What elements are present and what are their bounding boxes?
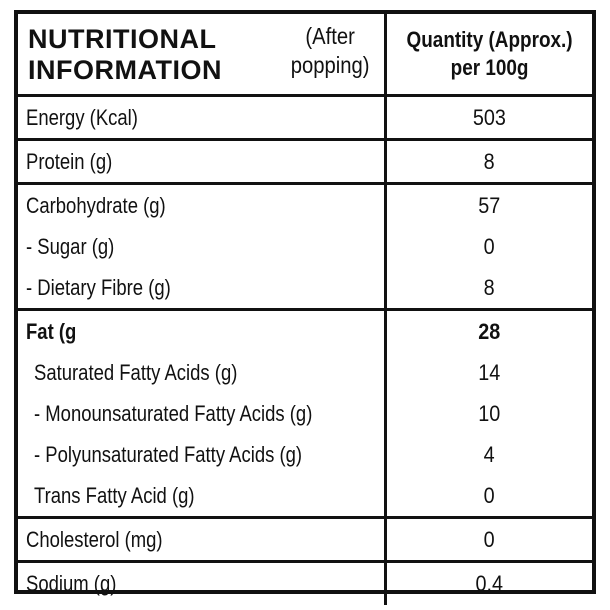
nutrient-row-saturated-fat [18, 352, 592, 393]
nutrient-value: 503 [472, 104, 506, 130]
nutrient-name: Protein (g) [26, 148, 113, 174]
nutrient-name: - Dietary Fibre (g) [26, 274, 171, 300]
nutrient-row-protein [18, 140, 592, 184]
nutrition-table [18, 14, 592, 605]
nutrient-value: 4 [483, 441, 495, 467]
nutrient-value: 8 [483, 274, 495, 300]
nutrient-value: 0 [483, 233, 495, 259]
nutrition-label [14, 10, 596, 594]
nutrient-row-trans-fat [18, 475, 592, 518]
nutrient-name: Carbohydrate (g) [26, 192, 166, 218]
nutrient-value: 57 [478, 192, 501, 218]
nutrient-row-sugar [18, 226, 592, 267]
table-header-row [18, 14, 592, 96]
nutrient-name: Saturated Fatty Acids (g) [34, 359, 238, 385]
label-title: NUTRITIONAL INFORMATION [28, 24, 222, 85]
nutrient-value: 0 [483, 526, 495, 552]
nutrient-name: Energy (Kcal) [26, 104, 138, 130]
nutrient-name: Trans Fatty Acid (g) [34, 482, 195, 508]
nutrient-name: - Polyunsaturated Fatty Acids (g) [34, 441, 303, 467]
nutrient-row-carbohydrate [18, 184, 592, 227]
nutrient-row-dietary-fibre [18, 267, 592, 310]
nutrient-value: 8 [483, 148, 495, 174]
nutrient-value: 10 [478, 400, 501, 426]
nutrient-row-fat [18, 310, 592, 353]
header-left-cell [18, 14, 385, 96]
nutrient-row-sodium [18, 562, 592, 606]
nutrient-row-monounsaturated-fat [18, 393, 592, 434]
header-right-cell [385, 14, 592, 96]
nutrient-name: - Monounsaturated Fatty Acids (g) [34, 400, 313, 426]
nutrient-name: Fat (g [26, 318, 77, 344]
nutrient-value: 14 [478, 359, 501, 385]
quantity-header: Quantity (Approx.) per 100g [406, 27, 573, 80]
nutrient-row-cholesterol [18, 518, 592, 562]
nutrient-value: 28 [478, 318, 501, 344]
nutrient-name: Cholesterol (mg) [26, 526, 163, 552]
label-note: (After popping) [291, 23, 370, 78]
nutrient-row-polyunsaturated-fat [18, 434, 592, 475]
nutrient-row-energy [18, 96, 592, 140]
nutrient-value: 0.4 [475, 571, 504, 596]
nutrient-value: 0 [483, 482, 495, 508]
nutrient-name: - Sugar (g) [26, 233, 115, 259]
nutrient-name: Sodium (g) [26, 571, 117, 596]
